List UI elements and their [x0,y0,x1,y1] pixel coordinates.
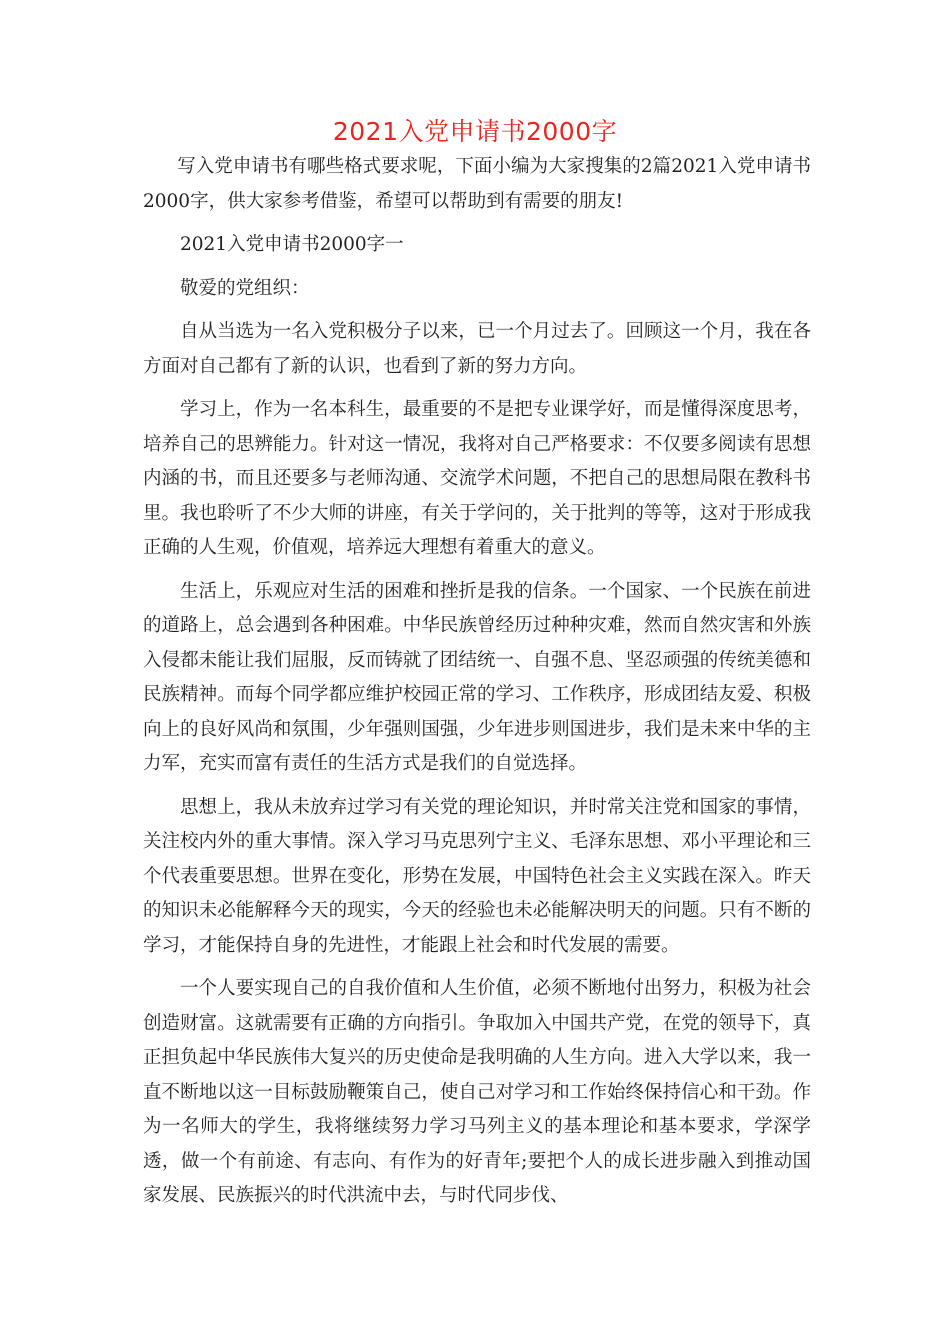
section-heading: 2021入党申请书2000字一 [180,234,404,255]
salutation: 敬爱的党组织： [180,277,310,299]
body-paragraph: 学习上，作为一名本科生，最重要的不是把专业课学好，而是懂得深度思考，培养自己的思辨能力。针对这一情况，我将对自己严格要求：不仅要多阅读有思想内涵的书，而且还要多与老师沟通、交流学术问题，不把自己的思想局限在教科书里。我也聆听了不少大师的讲座，有关于学问的，关于批判的等等，这对于形成我正确的人生观，价值观，培养远大理想有着重大的意义。 [143,399,811,558]
body-paragraph: 生活上，乐观应对生活的困难和挫折是我的信条。一个国家、一个民族在前进的道路上，总会遇到各种困难。中华民族曾经历过种种灾难，然而自然灾害和外族入侵都未能让我们屈服，反而铸就了团结统一、自强不息、坚忍顽强的传统美德和民族精神。而每个同学都应维护校园正常的学习、工作秩序，形成团结友爱、积极向上的良好风尚和氛围，少年强则国强，少年进步则国进步，我们是未来中华的主力军，充实而富有责任的生活方式是我们的自觉选择。 [143,580,811,774]
body-paragraph: 思想上，我从未放弃过学习有关党的理论知识，并时常关注党和国家的事情，关注校内外的重大事情。深入学习马克思列宁主义、毛泽东思想、邓小平理论和三个代表重要思想。世界在变化，形势在发展，中国特色社会主义实践在深入。昨天的知识未必能解释今天的现实，今天的经验也未必能解决明天的问题。只有不断的学习，才能保持自身的先进性，才能跟上社会和时代发展的需要。 [143,796,811,956]
intro-paragraph: 写入党申请书有哪些格式要求呢，下面小编为大家搜集的2篇2021入党申请书2000字，供大家参考借鉴，希望可以帮助到有需要的朋友! [143,156,811,212]
body-paragraph: 一个人要实现自己的自我价值和人生价值，必须不断地付出努力，积极为社会创造财富。这就需要有正确的方向指引。争取加入中国共产党，在党的领导下，真正担负起中华民族伟大复兴的历史使命是我明确的人生方向。进入大学以来，我一直不断地以这一目标鼓励鞭策自己，使自己对学习和工作始终保持信心和干劲。作为一名师大的学生，我将继续努力学习马列主义的基本理论和基本要求，学深学透，做一个有前途、有志向、有作为的好青年;要把个人的成长进步融入到推动国家发展、民族振兴的时代洪流中去，与时代同步伐、 [143,978,811,1206]
document-body [143,150,811,1223]
body-paragraph: 自从当选为一名入党积极分子以来，已一个月过去了。回顾这一个月，我在各方面对自己都有了新的认识，也看到了新的努力方向。 [143,321,811,377]
document-title: 2021入党申请书2000字 [332,117,618,146]
